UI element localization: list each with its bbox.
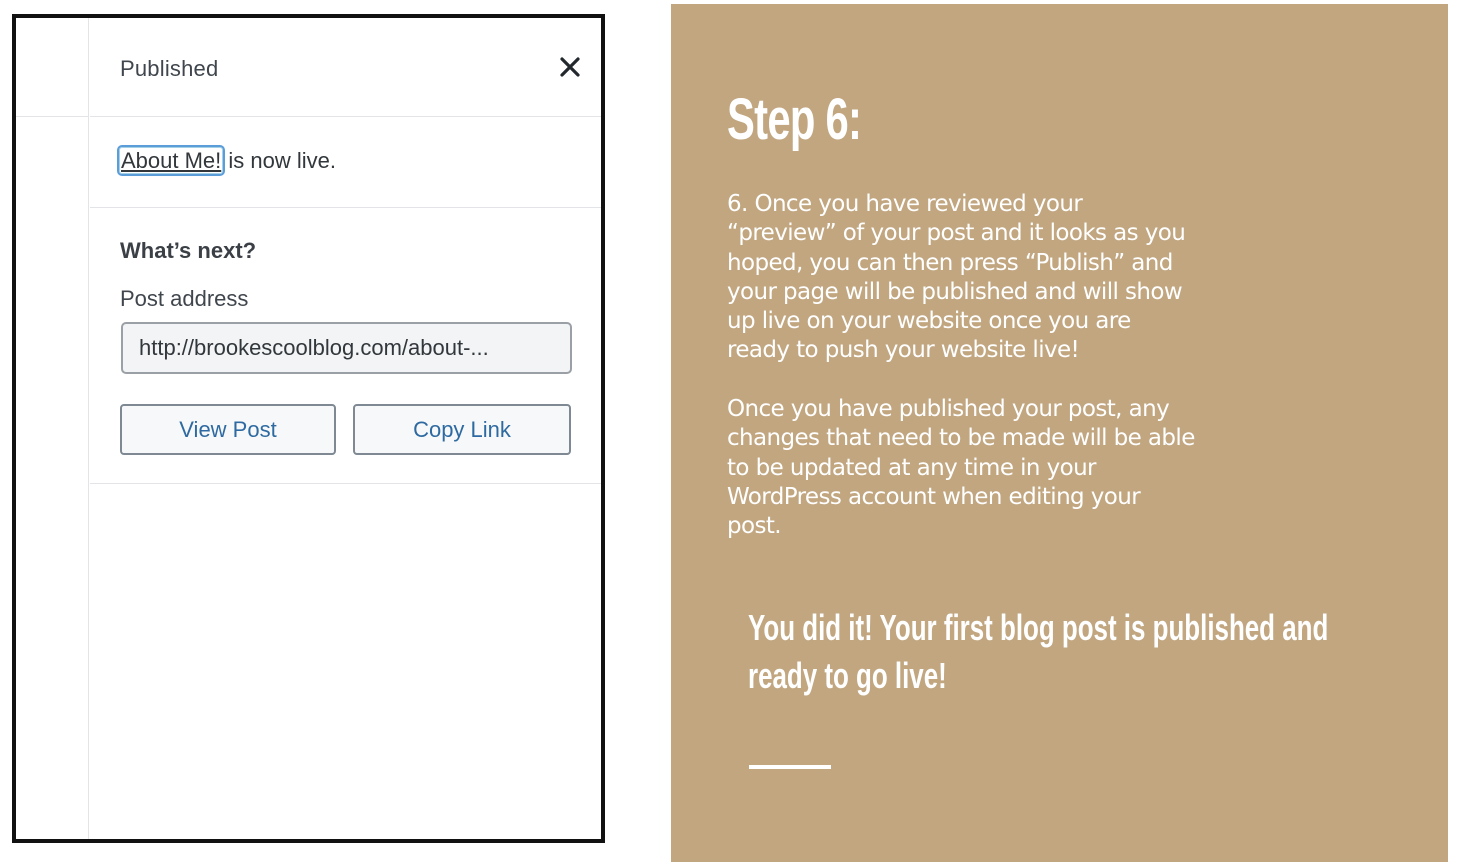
close-icon — [559, 56, 581, 78]
decorative-divider — [749, 765, 831, 769]
instruction-paragraph-2: Once you have published your post, any changes that need to be made will be able to be updated at any time in your WordPress account when editing your post. — [727, 396, 1195, 540]
live-message — [120, 148, 336, 174]
copy-link-button[interactable]: Copy Link — [353, 404, 571, 455]
instruction-panel — [671, 4, 1448, 862]
whats-next-heading: What’s next? — [120, 238, 257, 263]
post-address-field[interactable]: http://brookescoolblog.com/about-... — [121, 322, 572, 374]
publish-panel-screenshot — [12, 14, 605, 843]
publish-panel — [90, 18, 601, 839]
whats-next-section — [90, 208, 601, 484]
closing-message: You did it! Your first blog post is published and ready to go live! — [748, 607, 1329, 696]
step-title: Step 6: — [727, 87, 862, 152]
instruction-paragraph-1: 6. Once you have reviewed your “preview” of your post and it looks as you hoped, you can then press “Publish” and your page will be published and will show up live on your website once you are ready to push your website live! — [727, 191, 1186, 364]
close-button[interactable] — [555, 52, 585, 82]
editor-gutter — [16, 18, 89, 839]
live-suffix: is now live. — [222, 148, 336, 173]
gutter-divider — [16, 116, 89, 117]
post-live-notice — [90, 117, 601, 208]
post-address-label: Post address — [120, 286, 249, 311]
post-title-link[interactable]: About Me! — [121, 148, 222, 173]
panel-title: Published — [120, 56, 219, 81]
panel-header — [90, 18, 601, 117]
view-post-button[interactable]: View Post — [120, 404, 336, 455]
